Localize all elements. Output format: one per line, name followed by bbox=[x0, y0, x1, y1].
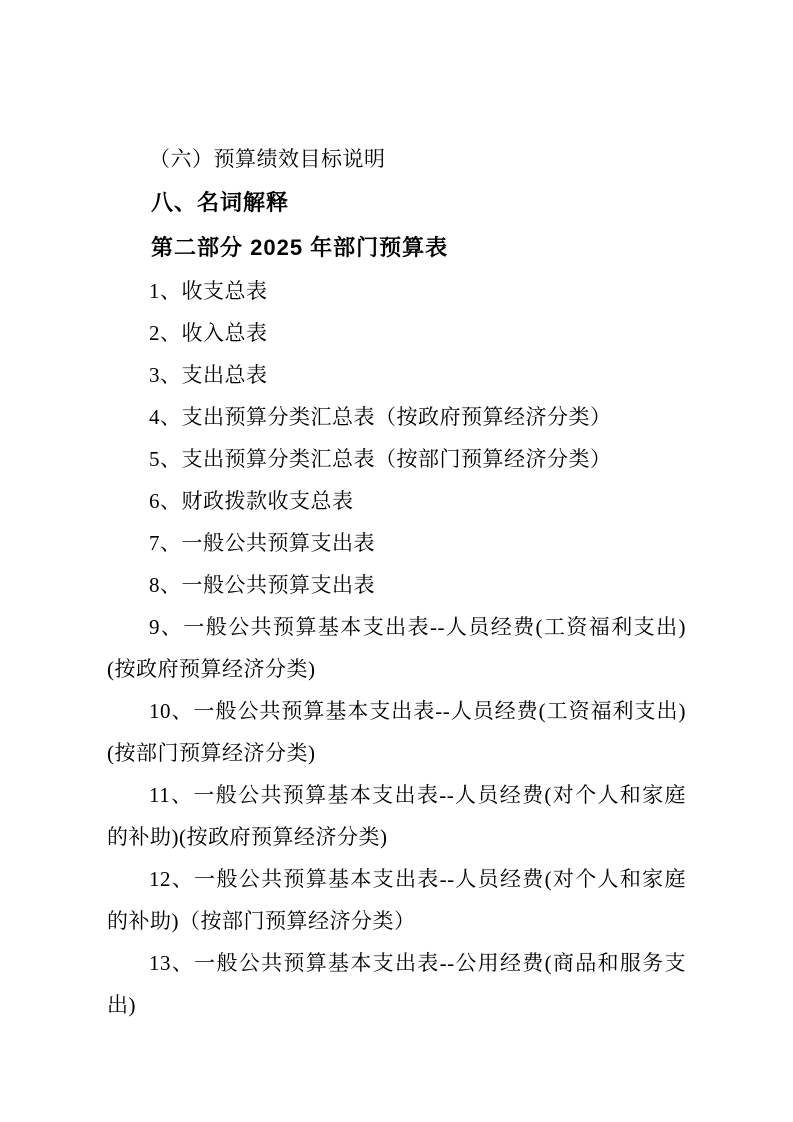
budget-table-item-9: 9、一般公共预算基本支出表--人员经费(工资福利支出)(按政府预算经济分类) bbox=[107, 615, 686, 681]
budget-table-item-8: 8、一般公共预算支出表 bbox=[149, 573, 375, 597]
budget-table-item-3: 3、支出总表 bbox=[149, 363, 268, 387]
budget-table-item-4: 4、支出预算分类汇总表（按政府预算经济分类） bbox=[149, 405, 612, 429]
budget-table-item-2: 2、收入总表 bbox=[149, 321, 268, 345]
toc-item-six-performance-goal-note: （六）预算绩效目标说明 bbox=[149, 147, 386, 171]
budget-table-item-1: 1、收支总表 bbox=[149, 279, 268, 303]
budget-table-item-6: 6、财政拨款收支总表 bbox=[149, 489, 354, 513]
budget-table-item-7: 7、一般公共预算支出表 bbox=[149, 531, 375, 555]
budget-table-item-12: 12、一般公共预算基本支出表--人员经费(对个人和家庭的补助)（按部门预算经济分类） bbox=[107, 867, 686, 933]
heading-eight-glossary: 八、名词解释 bbox=[151, 190, 290, 215]
document-text-block bbox=[107, 138, 686, 1026]
budget-table-item-11: 11、一般公共预算基本支出表--人员经费(对个人和家庭的补助)(按政府预算经济分类) bbox=[107, 783, 686, 849]
budget-table-item-13: 13、一般公共预算基本支出表--公用经费(商品和服务支出) bbox=[107, 951, 686, 1017]
heading-part-two-budget-tables: 第二部分 2025 年部门预算表 bbox=[151, 235, 449, 260]
budget-table-item-10: 10、一般公共预算基本支出表--人员经费(工资福利支出)(按部门预算经济分类) bbox=[107, 699, 686, 765]
budget-table-item-5: 5、支出预算分类汇总表（按部门预算经济分类） bbox=[149, 447, 612, 471]
